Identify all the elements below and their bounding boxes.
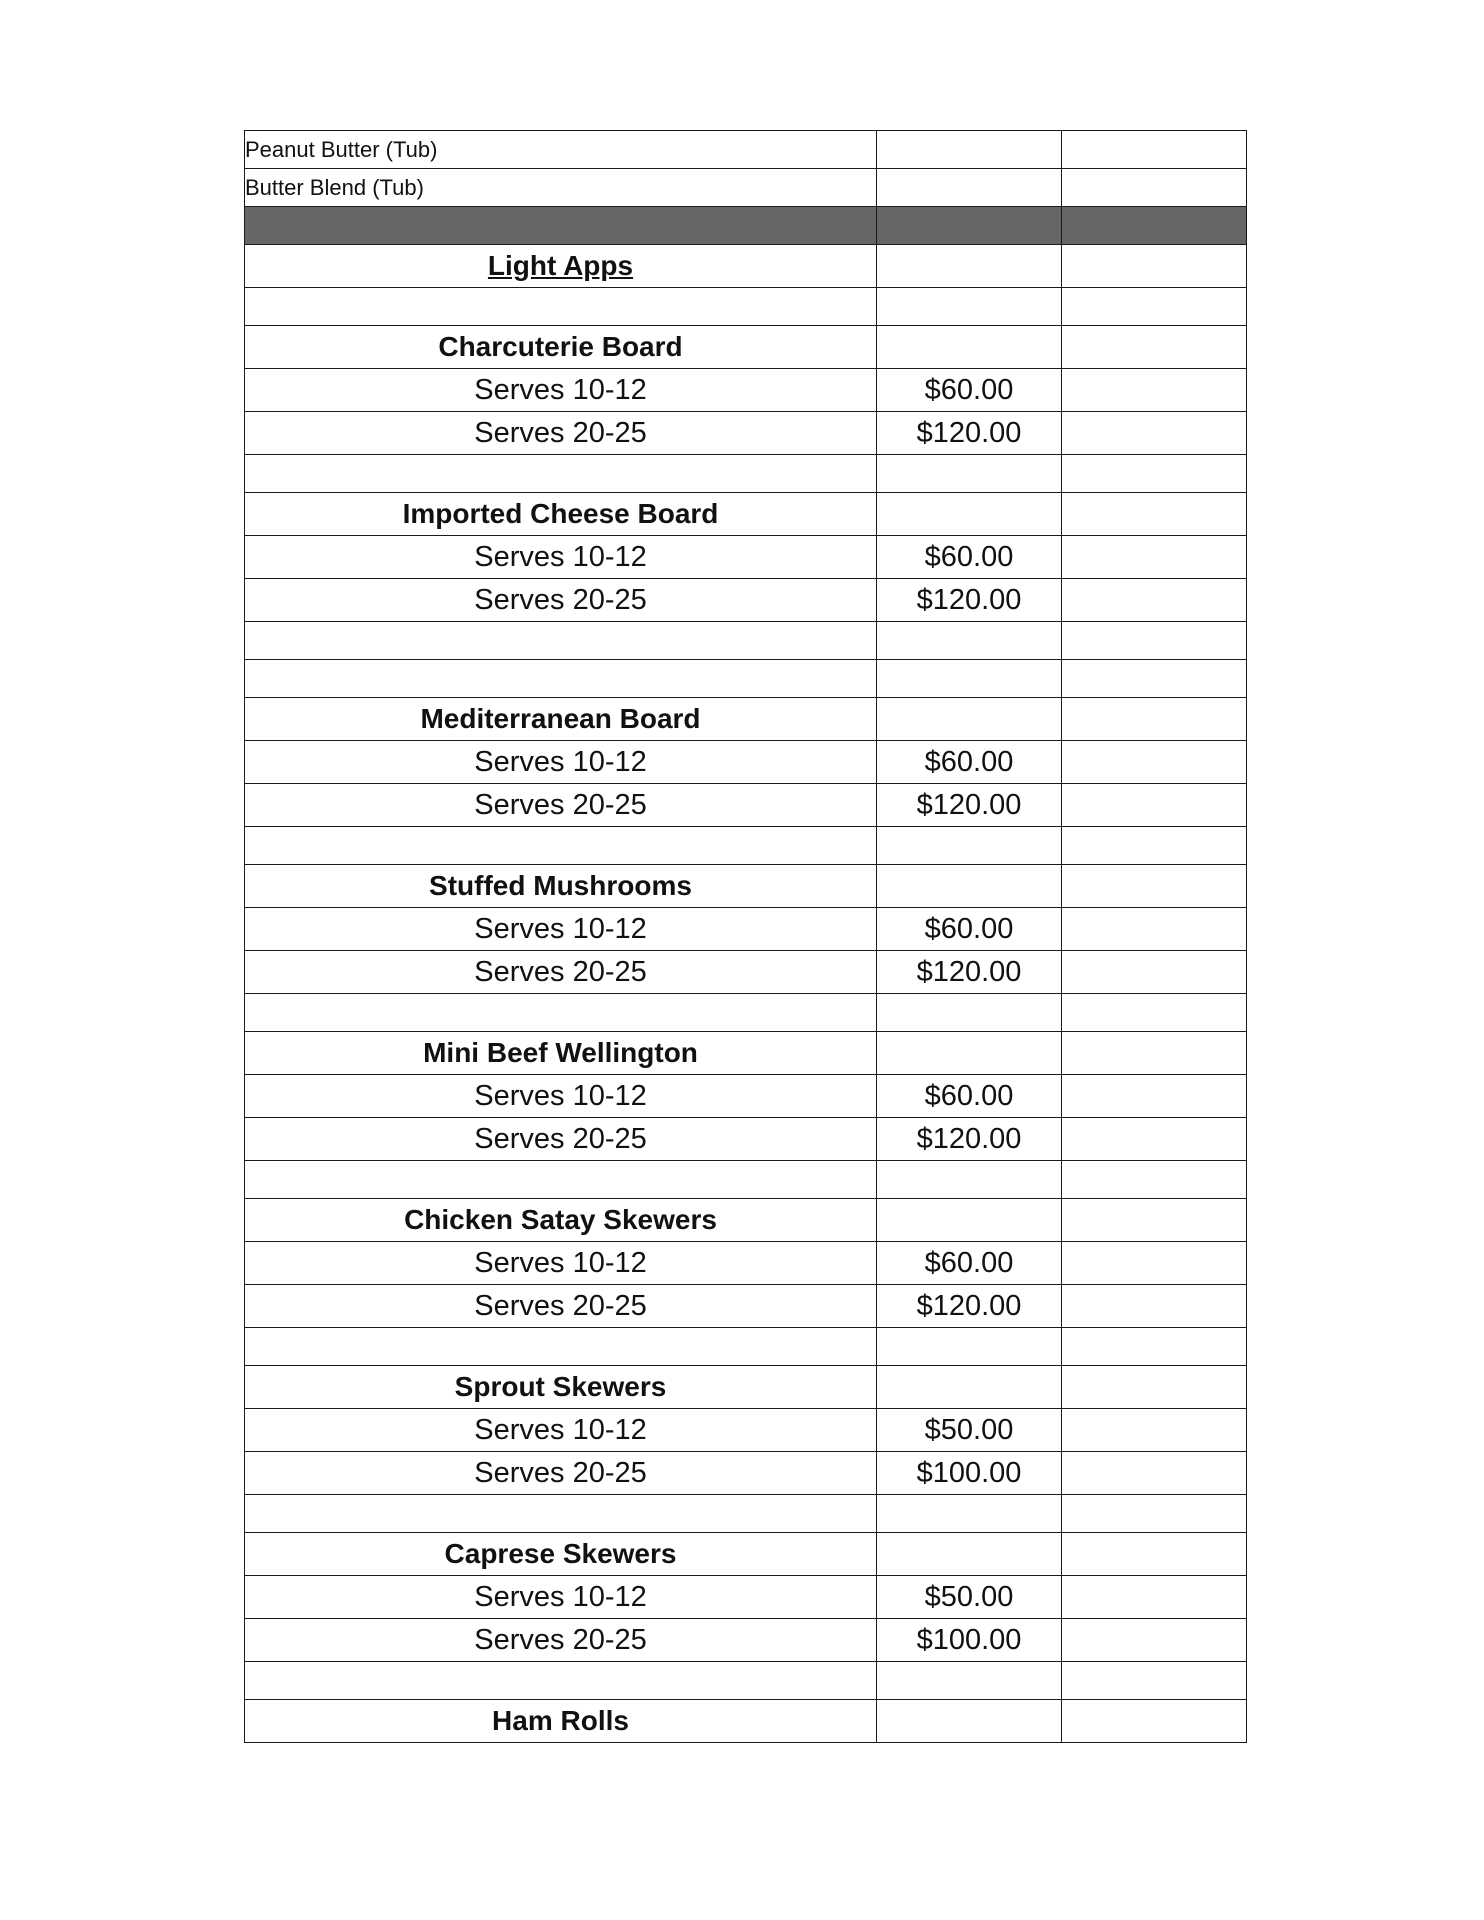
blank-cell [1062,827,1247,865]
blank-cell [1062,1328,1247,1366]
serving-size-option: Serves 20-25 [245,784,877,827]
serving-size-option: Serves 10-12 [245,1409,877,1452]
empty-row [245,622,1247,660]
price-cell [877,1161,1062,1199]
blank-cell [1062,288,1247,326]
item-name-cell: Peanut Butter (Tub) [245,131,877,169]
blank-cell [1062,169,1247,207]
serving-option-row [245,536,1247,579]
blank-cell [1062,493,1247,536]
menu-item-row [245,1533,1247,1576]
empty-row [245,1328,1247,1366]
menu-table [244,130,1247,1743]
price-cell: $60.00 [877,1242,1062,1285]
blank-cell [1062,784,1247,827]
serving-option-row [245,1409,1247,1452]
blank-cell [1062,865,1247,908]
price-cell: $60.00 [877,369,1062,412]
serving-option-row [245,1285,1247,1328]
table-row [245,169,1247,207]
section-divider-row [245,207,1247,245]
table-row [245,131,1247,169]
serving-option-row [245,1242,1247,1285]
price-cell [877,131,1062,169]
empty-row [245,455,1247,493]
blank-cell [1062,622,1247,660]
serving-size-option: Serves 20-25 [245,1118,877,1161]
menu-item-row [245,1366,1247,1409]
price-cell [877,622,1062,660]
serving-size-option: Serves 10-12 [245,369,877,412]
blank-cell [1062,1242,1247,1285]
serving-size-option: Serves 20-25 [245,579,877,622]
blank-cell [1062,1075,1247,1118]
menu-item-name: Ham Rolls [245,1700,877,1743]
item-name-cell [245,660,877,698]
price-cell: $120.00 [877,412,1062,455]
item-name-cell [245,288,877,326]
price-cell: $50.00 [877,1576,1062,1619]
menu-item-row [245,326,1247,369]
price-cell [877,1700,1062,1743]
menu-item-row [245,1199,1247,1242]
blank-cell [1062,994,1247,1032]
price-cell: $60.00 [877,908,1062,951]
price-cell: $100.00 [877,1452,1062,1495]
blank-cell [1062,1700,1247,1743]
serving-size-option: Serves 20-25 [245,412,877,455]
item-name-cell [245,1161,877,1199]
serving-option-row [245,741,1247,784]
price-cell [877,827,1062,865]
price-cell: $120.00 [877,1285,1062,1328]
price-cell [877,169,1062,207]
blank-cell [1062,1662,1247,1700]
price-cell [877,1328,1062,1366]
price-cell [877,1533,1062,1576]
item-name-cell [245,1495,877,1533]
price-cell [877,1495,1062,1533]
empty-row [245,994,1247,1032]
empty-row [245,1495,1247,1533]
menu-item-name: Caprese Skewers [245,1533,877,1576]
price-cell: $120.00 [877,579,1062,622]
blank-cell [1062,1409,1247,1452]
item-name-cell [245,994,877,1032]
serving-option-row [245,579,1247,622]
item-name-cell [245,827,877,865]
blank-cell [1062,369,1247,412]
serving-size-option: Serves 20-25 [245,1619,877,1662]
menu-item-row [245,1700,1247,1743]
price-cell [877,865,1062,908]
blank-cell [1062,741,1247,784]
menu-item-name: Chicken Satay Skewers [245,1199,877,1242]
blank-cell [1062,698,1247,741]
price-cell: $100.00 [877,1619,1062,1662]
serving-option-row [245,1075,1247,1118]
serving-size-option: Serves 20-25 [245,1285,877,1328]
price-cell [877,660,1062,698]
serving-option-row [245,1576,1247,1619]
price-cell: $120.00 [877,1118,1062,1161]
menu-item-name: Imported Cheese Board [245,493,877,536]
empty-row [245,288,1247,326]
blank-cell [1062,1032,1247,1075]
blank-cell [1062,1366,1247,1409]
blank-cell [1062,1619,1247,1662]
item-name-cell [245,1662,877,1700]
price-cell [877,1366,1062,1409]
price-cell: $60.00 [877,1075,1062,1118]
price-cell [877,1662,1062,1700]
blank-cell [1062,660,1247,698]
serving-size-option: Serves 10-12 [245,908,877,951]
blank-cell [1062,131,1247,169]
price-cell [877,288,1062,326]
menu-item-name: Sprout Skewers [245,1366,877,1409]
menu-item-row [245,493,1247,536]
blank-cell [1062,1576,1247,1619]
serving-size-option: Serves 10-12 [245,1242,877,1285]
serving-size-option: Serves 20-25 [245,951,877,994]
price-cell: $120.00 [877,951,1062,994]
serving-option-row [245,908,1247,951]
menu-item-row [245,698,1247,741]
menu-item-name: Mediterranean Board [245,698,877,741]
section-header: Light Apps [245,245,877,288]
price-cell [877,994,1062,1032]
serving-option-row [245,1619,1247,1662]
price-cell [877,207,1062,245]
blank-cell [1062,1161,1247,1199]
empty-row [245,660,1247,698]
price-cell [877,245,1062,288]
blank-cell [1062,1199,1247,1242]
serving-option-row [245,369,1247,412]
blank-cell [1062,1118,1247,1161]
blank-cell [1062,579,1247,622]
item-name-cell [245,622,877,660]
blank-cell [1062,455,1247,493]
blank-cell [1062,1285,1247,1328]
serving-size-option: Serves 10-12 [245,1075,877,1118]
price-cell [877,698,1062,741]
blank-cell [1062,1533,1247,1576]
price-cell: $120.00 [877,784,1062,827]
price-cell [877,1199,1062,1242]
menu-item-name: Stuffed Mushrooms [245,865,877,908]
section-header-row [245,245,1247,288]
blank-cell [1062,1452,1247,1495]
price-cell: $60.00 [877,536,1062,579]
menu-item-row [245,865,1247,908]
item-name-cell: Butter Blend (Tub) [245,169,877,207]
item-name-cell [245,207,877,245]
serving-option-row [245,784,1247,827]
blank-cell [1062,245,1247,288]
serving-option-row [245,412,1247,455]
price-cell [877,326,1062,369]
price-cell [877,1032,1062,1075]
price-cell [877,493,1062,536]
blank-cell [1062,951,1247,994]
blank-cell [1062,1495,1247,1533]
serving-size-option: Serves 10-12 [245,1576,877,1619]
price-cell [877,455,1062,493]
blank-cell [1062,908,1247,951]
serving-option-row [245,1452,1247,1495]
serving-option-row [245,1118,1247,1161]
menu-item-name: Mini Beef Wellington [245,1032,877,1075]
serving-option-row [245,951,1247,994]
menu-item-name: Charcuterie Board [245,326,877,369]
serving-size-option: Serves 20-25 [245,1452,877,1495]
empty-row [245,827,1247,865]
price-cell: $50.00 [877,1409,1062,1452]
blank-cell [1062,536,1247,579]
blank-cell [1062,326,1247,369]
menu-item-row [245,1032,1247,1075]
price-cell: $60.00 [877,741,1062,784]
empty-row [245,1662,1247,1700]
serving-size-option: Serves 10-12 [245,536,877,579]
blank-cell [1062,207,1247,245]
blank-cell [1062,412,1247,455]
item-name-cell [245,1328,877,1366]
menu-table-body [245,131,1247,1743]
item-name-cell [245,455,877,493]
serving-size-option: Serves 10-12 [245,741,877,784]
empty-row [245,1161,1247,1199]
